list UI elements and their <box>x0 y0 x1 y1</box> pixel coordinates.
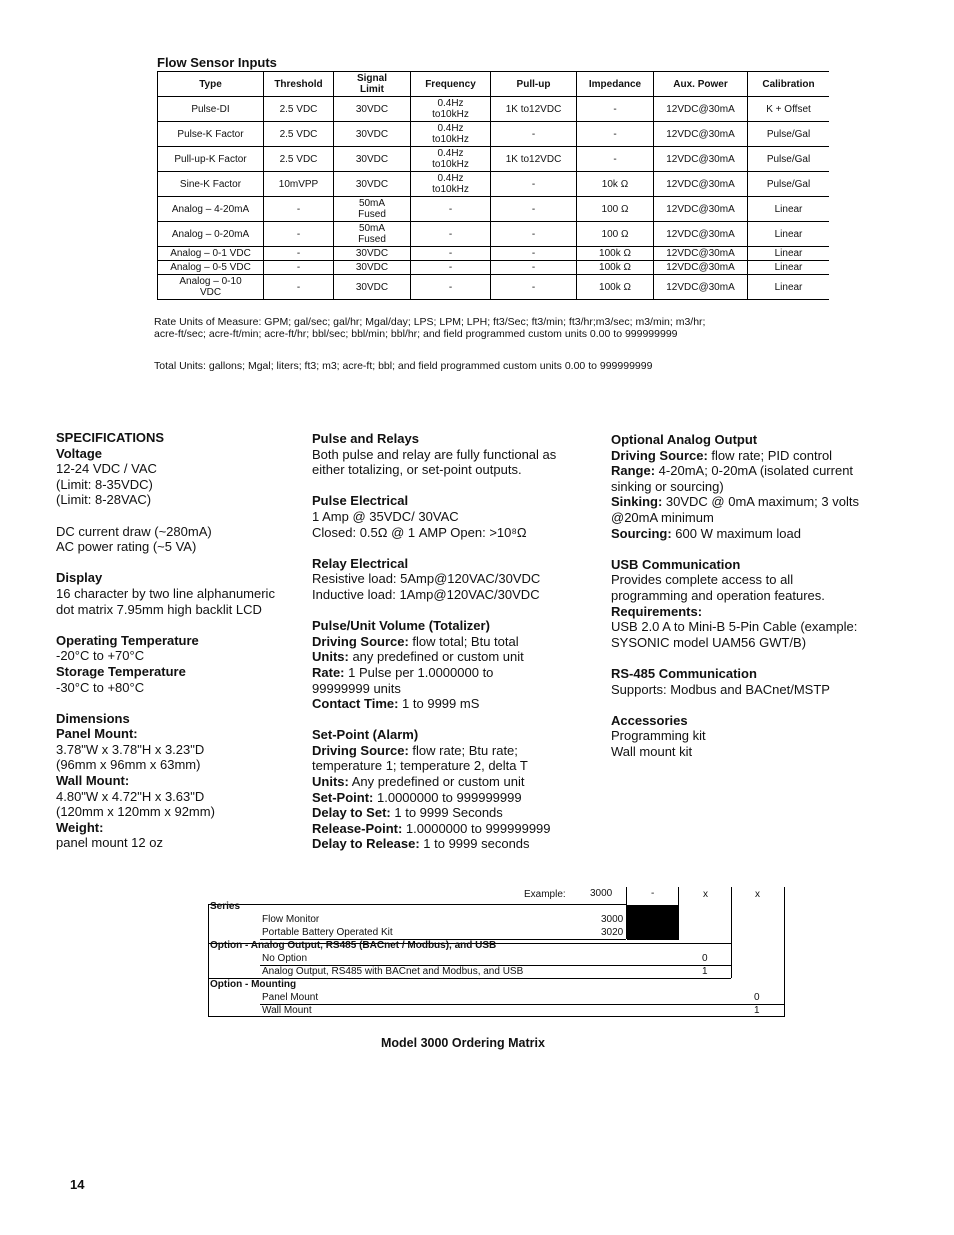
table-header: Signal Limit <box>334 72 411 97</box>
pulse-electrical-line-2: Closed: 0.5Ω @ 1 AMP Open: >10⁸Ω <box>312 524 527 540</box>
table-cell: Pulse/Gal <box>748 122 830 147</box>
table-cell: 30VDC <box>334 261 411 275</box>
totalizer-units: Units: any predefined or custom unit <box>312 649 524 665</box>
table-cell: Analog – 0-5 VDC <box>158 261 264 275</box>
specs-column-1 <box>56 430 296 851</box>
setpoint-driving-source-2: temperature 1; temperature 2, delta T <box>312 758 528 774</box>
table-cell: Analog – 4-20mA <box>158 197 264 222</box>
weight-heading: Weight: <box>56 819 104 835</box>
series-portable-kit-code: 3020 <box>601 927 624 938</box>
table-cell: Linear <box>748 275 830 300</box>
setpoint-heading: Set-Point (Alarm) <box>312 727 419 743</box>
table-header: Pull-up <box>491 72 577 97</box>
table-header: Calibration <box>748 72 830 97</box>
table-cell: 30VDC <box>334 122 411 147</box>
setpoint-delay-set: Delay to Set: 1 to 9999 Seconds <box>312 805 503 821</box>
panel-mount-heading: Panel Mount: <box>56 726 138 742</box>
example-x-2: x <box>755 889 760 900</box>
table-cell: 100k Ω <box>577 261 654 275</box>
table-cell: 12VDC@30mA <box>654 172 748 197</box>
table-cell: - <box>264 197 334 222</box>
table-cell: Analog – 0-10 VDC <box>158 275 264 300</box>
table-cell: 1K to12VDC <box>491 147 577 172</box>
table-cell: - <box>411 261 491 275</box>
requirements-heading: Requirements: <box>611 603 703 619</box>
display-line-2: dot matrix 7.95mm high backlit LCD <box>56 601 262 617</box>
table-row <box>158 172 830 197</box>
setpoint-value: Set-Point: 1.0000000 to 999999999 <box>312 789 522 805</box>
table-cell: - <box>491 247 577 261</box>
table-header: Impedance <box>577 72 654 97</box>
relay-inductive-load: Inductive load: 1Amp@120VAC/30VDC <box>312 586 540 602</box>
accessory-programming-kit: Programming kit <box>611 728 706 744</box>
table-cell: - <box>491 122 577 147</box>
pulse-relays-heading: Pulse and Relays <box>312 431 419 446</box>
table-row <box>158 261 830 275</box>
ordering-matrix <box>208 887 785 1017</box>
relay-electrical-heading: Relay Electrical <box>312 555 409 571</box>
operating-temp-heading: Operating Temperature <box>56 632 199 648</box>
table-cell: Linear <box>748 197 830 222</box>
table-header: Threshold <box>264 72 334 97</box>
table-cell: 12VDC@30mA <box>654 197 748 222</box>
table-cell: 12VDC@30mA <box>654 122 748 147</box>
totalizer-heading: Pulse/Unit Volume (Totalizer) <box>312 618 490 634</box>
voltage-heading: Voltage <box>56 445 102 461</box>
table-cell: Analog – 0-20mA <box>158 222 264 247</box>
table-header: Aux. Power <box>654 72 748 97</box>
table-cell: 2.5 VDC <box>264 97 334 122</box>
option-analog-output: Analog Output, RS485 with BACnet and Modbus, and USB <box>262 966 524 977</box>
table-row <box>158 247 830 261</box>
table-cell: - <box>491 172 577 197</box>
table-row <box>158 197 830 222</box>
table-cell: 30VDC <box>334 172 411 197</box>
table-cell: - <box>411 197 491 222</box>
table-cell: - <box>264 261 334 275</box>
table-row <box>158 222 830 247</box>
table-row <box>158 97 830 122</box>
panel-mount-inches: 3.78"W x 3.78"H x 3.23"D <box>56 741 205 757</box>
totalizer-rate-2: 99999999 units <box>312 680 401 696</box>
analog-output-sinking: Sinking: 30VDC @ 0mA maximum; 3 volts <box>611 494 859 510</box>
usb-heading: USB Communication <box>611 556 741 572</box>
totalizer-contact-time: Contact Time: 1 to 9999 mS <box>312 696 480 712</box>
flow-sensor-table <box>157 71 829 300</box>
table-cell: 0.4Hz to10kHz <box>411 97 491 122</box>
table-cell: 100 Ω <box>577 197 654 222</box>
analog-output-heading: Optional Analog Output <box>611 432 758 447</box>
table-cell: - <box>264 247 334 261</box>
table-cell: 30VDC <box>334 97 411 122</box>
option-no-option: No Option <box>262 953 308 964</box>
total-units-note: Total Units: gallons; Mgal; liters; ft3; m3; acre-ft; bbl; and field programmed custom units 0.00 to 999999999 <box>154 360 653 372</box>
option-panel-mount: Panel Mount <box>262 992 319 1003</box>
table-cell: - <box>491 197 577 222</box>
ordering-matrix-caption: Model 3000 Ordering Matrix <box>381 1036 545 1050</box>
table-cell: - <box>411 275 491 300</box>
rs485-heading: RS-485 Communication <box>611 665 757 681</box>
setpoint-release-point: Release-Point: 1.0000000 to 999999999 <box>312 820 551 836</box>
display-heading: Display <box>56 570 103 586</box>
pulse-relays-line-1: Both pulse and relay are fully functional as <box>312 446 557 462</box>
wall-mount-heading: Wall Mount: <box>56 773 130 789</box>
table-cell: 1K to12VDC <box>491 97 577 122</box>
table-cell: - <box>577 147 654 172</box>
ac-power-rating: AC power rating (~5 VA) <box>56 539 197 555</box>
table-cell: - <box>264 222 334 247</box>
table-cell: - <box>491 261 577 275</box>
usb-line-2: programming and operation features. <box>611 587 825 603</box>
pulse-relays-line-2: either totalizing, or set-point outputs. <box>312 462 522 478</box>
table-cell: 2.5 VDC <box>264 147 334 172</box>
option-no-option-code: 0 <box>702 953 708 964</box>
table-cell: Linear <box>748 222 830 247</box>
series-flow-monitor: Flow Monitor <box>262 914 320 925</box>
table-cell: 0.4Hz to10kHz <box>411 122 491 147</box>
table-cell: - <box>411 222 491 247</box>
table-cell: - <box>411 247 491 261</box>
table-cell: Pulse/Gal <box>748 172 830 197</box>
usb-line-1: Provides complete access to all <box>611 572 794 588</box>
table-cell: 50mA Fused <box>334 197 411 222</box>
table-cell: 12VDC@30mA <box>654 147 748 172</box>
requirements-line-1: USB 2.0 A to Mini-B 5-Pin Cable (example: <box>611 619 858 635</box>
option-analog-output-code: 1 <box>702 966 708 977</box>
setpoint-delay-release: Delay to Release: 1 to 9999 seconds <box>312 836 530 852</box>
pulse-electrical-line-1: 1 Amp @ 35VDC/ 30VAC <box>312 508 459 524</box>
specifications-heading: SPECIFICATIONS <box>56 430 165 445</box>
example-dash: - <box>651 888 655 899</box>
table-cell: 30VDC <box>334 247 411 261</box>
table-cell: Analog – 0-1 VDC <box>158 247 264 261</box>
table-cell: 10k Ω <box>577 172 654 197</box>
series-flow-monitor-code: 3000 <box>601 914 624 925</box>
accessories-heading: Accessories <box>611 712 688 728</box>
table-cell: Pull-up-K Factor <box>158 147 264 172</box>
dimensions-heading: Dimensions <box>56 710 130 726</box>
table-cell: 0.4Hz to10kHz <box>411 147 491 172</box>
panel-mount-mm: (96mm x 96mm x 63mm) <box>56 757 201 773</box>
example-x-1: x <box>703 889 708 900</box>
requirements-line-2: SYSONIC model UAM56 GWT/B) <box>611 634 807 650</box>
table-cell: 12VDC@30mA <box>654 261 748 275</box>
table-cell: - <box>577 97 654 122</box>
table-cell: - <box>491 275 577 300</box>
voltage-limit-ac: (Limit: 8-28VAC) <box>56 492 152 508</box>
table-cell: 12VDC@30mA <box>654 222 748 247</box>
totalizer-driving-source: Driving Source: flow total; Btu total <box>312 633 519 649</box>
table-cell: - <box>577 122 654 147</box>
option-wall-mount: Wall Mount <box>262 1005 312 1016</box>
page-number: 14 <box>70 1177 85 1192</box>
table-row <box>158 275 830 300</box>
table-cell: Pulse-K Factor <box>158 122 264 147</box>
table-header: Type <box>158 72 264 97</box>
series-heading: Series <box>210 901 241 912</box>
analog-output-range: Range: 4-20mA; 0-20mA (isolated current <box>611 463 854 479</box>
table-cell: 50mA Fused <box>334 222 411 247</box>
table-cell: 100k Ω <box>577 275 654 300</box>
table-cell: Sine-K Factor <box>158 172 264 197</box>
table-header: Frequency <box>411 72 491 97</box>
rate-units-note: Rate Units of Measure: GPM; gal/sec; gal/hr; Mgal/day; LPS; LPM; LPH; ft3/Sec; ft3/min; ft3/hr;m3/sec; m3/min; m3/hr; acre-ft/sec; acre-ft/min; acre-ft/hr; bbl/sec; bbl/min; bbl/hr; and field programmed custom units 0.00 to 999999999 <box>154 316 706 340</box>
setpoint-units: Units: Any predefined or custom unit <box>312 774 525 790</box>
specs-column-2 <box>312 431 592 852</box>
option-wall-mount-code: 1 <box>754 1005 760 1016</box>
analog-output-sinking-2: @20mA minimum <box>611 509 714 525</box>
weight: panel mount 12 oz <box>56 835 163 851</box>
table-cell: 30VDC <box>334 147 411 172</box>
relay-resistive-load: Resistive load: 5Amp@120VAC/30VDC <box>312 571 541 587</box>
accessory-wall-mount-kit: Wall mount kit <box>611 743 693 759</box>
example-label: Example: <box>524 889 566 900</box>
analog-output-sourcing: Sourcing: 600 W maximum load <box>611 525 801 541</box>
pulse-electrical-heading: Pulse Electrical <box>312 493 409 509</box>
specs-column-3 <box>611 432 871 759</box>
table-cell: K + Offset <box>748 97 830 122</box>
option-analog-heading: Option - Analog Output, RS485 (BACnet / Modbus), and USB <box>210 940 497 951</box>
voltage-limit-dc: (Limit: 8-35VDC) <box>56 476 153 492</box>
table-row <box>158 122 830 147</box>
rs485-line: Supports: Modbus and BACnet/MSTP <box>611 681 830 697</box>
operating-temp: -20°C to +70°C <box>56 648 145 664</box>
table-cell: 10mVPP <box>264 172 334 197</box>
table-cell: - <box>264 275 334 300</box>
table-cell: 12VDC@30mA <box>654 275 748 300</box>
table-cell: 100 Ω <box>577 222 654 247</box>
option-mounting-heading: Option - Mounting <box>210 979 297 990</box>
storage-temp-heading: Storage Temperature <box>56 663 186 679</box>
dc-current-draw: DC current draw (~280mA) <box>56 523 212 539</box>
storage-temp: -30°C to +80°C <box>56 679 145 695</box>
series-portable-kit: Portable Battery Operated Kit <box>262 927 393 938</box>
table-cell: Linear <box>748 247 830 261</box>
wall-mount-mm: (120mm x 120mm x 92mm) <box>56 804 215 820</box>
table-cell: Linear <box>748 261 830 275</box>
table-cell: 12VDC@30mA <box>654 97 748 122</box>
table-cell: 2.5 VDC <box>264 122 334 147</box>
analog-output-driving-source: Driving Source: flow rate; PID control <box>611 447 833 463</box>
flow-sensor-title: Flow Sensor Inputs <box>157 55 277 70</box>
wall-mount-inches: 4.80"W x 4.72"H x 3.63"D <box>56 788 205 804</box>
totalizer-rate: Rate: 1 Pulse per 1.0000000 to <box>312 664 494 680</box>
option-panel-mount-code: 0 <box>754 992 760 1003</box>
setpoint-driving-source: Driving Source: flow rate; Btu rate; <box>312 742 518 758</box>
example-code: 3000 <box>590 888 613 899</box>
table-cell: Pulse/Gal <box>748 147 830 172</box>
table-cell: 0.4Hz to10kHz <box>411 172 491 197</box>
table-cell: - <box>491 222 577 247</box>
display-line-1: 16 character by two line alphanumeric <box>56 585 275 601</box>
table-cell: 12VDC@30mA <box>654 247 748 261</box>
table-cell: 30VDC <box>334 275 411 300</box>
analog-output-range-2: sinking or sourcing) <box>611 478 724 494</box>
table-cell: Pulse-DI <box>158 97 264 122</box>
table-row <box>158 147 830 172</box>
table-cell: 100k Ω <box>577 247 654 261</box>
voltage-range: 12-24 VDC / VAC <box>56 461 157 477</box>
